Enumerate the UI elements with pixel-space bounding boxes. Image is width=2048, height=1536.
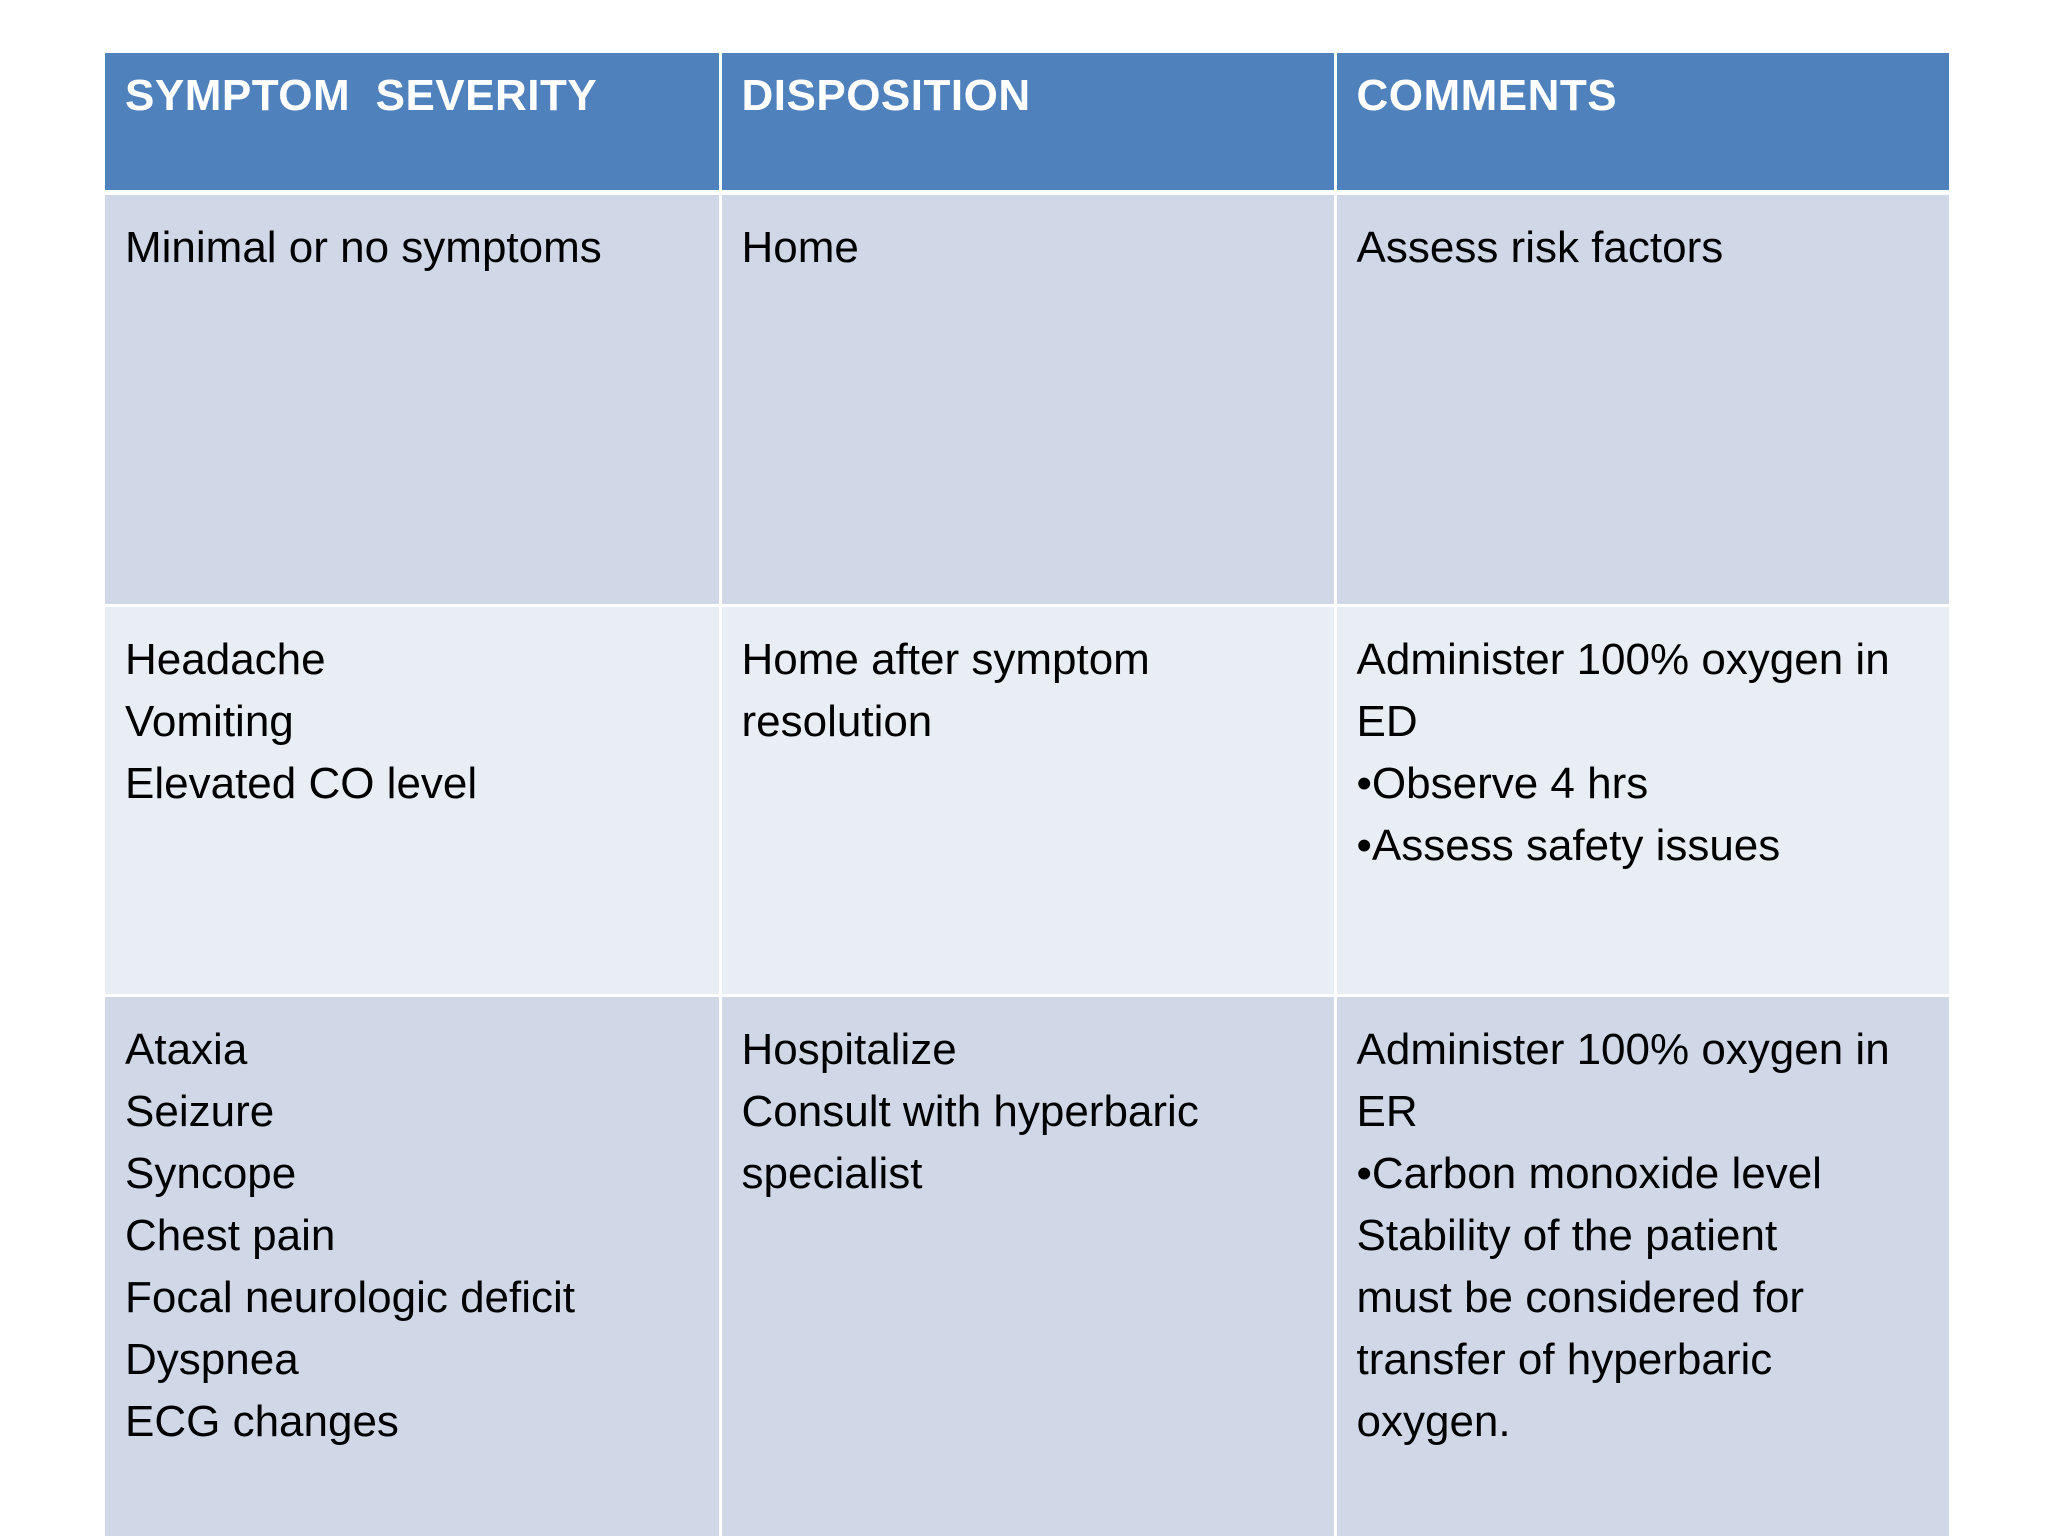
cell-line: Chest pain xyxy=(125,1210,336,1260)
cell-line: resolution xyxy=(741,696,933,746)
cell-line: must be considered for xyxy=(1356,1272,1805,1322)
cell-disposition xyxy=(720,192,1335,605)
header-disposition: DISPOSITION xyxy=(720,53,1335,192)
cell-line: Ataxia xyxy=(125,1024,248,1074)
cell-line: Administer 100% oxygen in xyxy=(1356,1024,1890,1074)
table-row xyxy=(105,192,1949,605)
table-body xyxy=(105,192,1949,1536)
header-comments: COMMENTS xyxy=(1335,53,1949,192)
cell-line: Stability of the patient xyxy=(1356,1210,1778,1260)
header-symptom-severity: SYMPTOM SEVERITY xyxy=(105,53,720,192)
cell-line: Consult with hyperbaric xyxy=(741,1086,1199,1136)
cell-line: Assess risk factors xyxy=(1356,222,1724,272)
cell-line: Headache xyxy=(125,634,326,684)
header-row xyxy=(105,53,1949,192)
cell-severity xyxy=(105,605,720,995)
cell-line: Dyspnea xyxy=(125,1334,299,1384)
cell-line: Vomiting xyxy=(125,696,294,746)
cell-line: ED xyxy=(1356,696,1418,746)
cell-comments xyxy=(1335,995,1949,1536)
cell-line: Syncope xyxy=(125,1148,297,1198)
cell-line: Elevated CO level xyxy=(125,758,478,808)
cell-line: Focal neurologic deficit xyxy=(125,1272,576,1322)
cell-line: specialist xyxy=(741,1148,923,1198)
cell-line: ECG changes xyxy=(125,1396,399,1446)
cell-line: transfer of hyperbaric xyxy=(1356,1334,1773,1384)
cell-line: Hospitalize xyxy=(741,1024,957,1074)
cell-line: Administer 100% oxygen in xyxy=(1356,634,1890,684)
cell-line: Seizure xyxy=(125,1086,275,1136)
disposition-table xyxy=(105,53,1949,1536)
cell-line: •Carbon monoxide level xyxy=(1356,1148,1822,1198)
cell-disposition xyxy=(720,995,1335,1536)
cell-line: •Assess safety issues xyxy=(1356,820,1781,870)
cell-comments xyxy=(1335,605,1949,995)
cell-line: Home after symptom xyxy=(741,634,1150,684)
cell-severity xyxy=(105,995,720,1536)
table-header xyxy=(105,53,1949,192)
cell-line: Home xyxy=(741,222,859,272)
cell-line: ER xyxy=(1356,1086,1418,1136)
table-row xyxy=(105,995,1949,1536)
cell-disposition xyxy=(720,605,1335,995)
table-row xyxy=(105,605,1949,995)
cell-line: Minimal or no symptoms xyxy=(125,222,602,272)
cell-severity xyxy=(105,192,720,605)
cell-line: oxygen. xyxy=(1356,1396,1511,1446)
cell-line: •Observe 4 hrs xyxy=(1356,758,1649,808)
cell-comments xyxy=(1335,192,1949,605)
